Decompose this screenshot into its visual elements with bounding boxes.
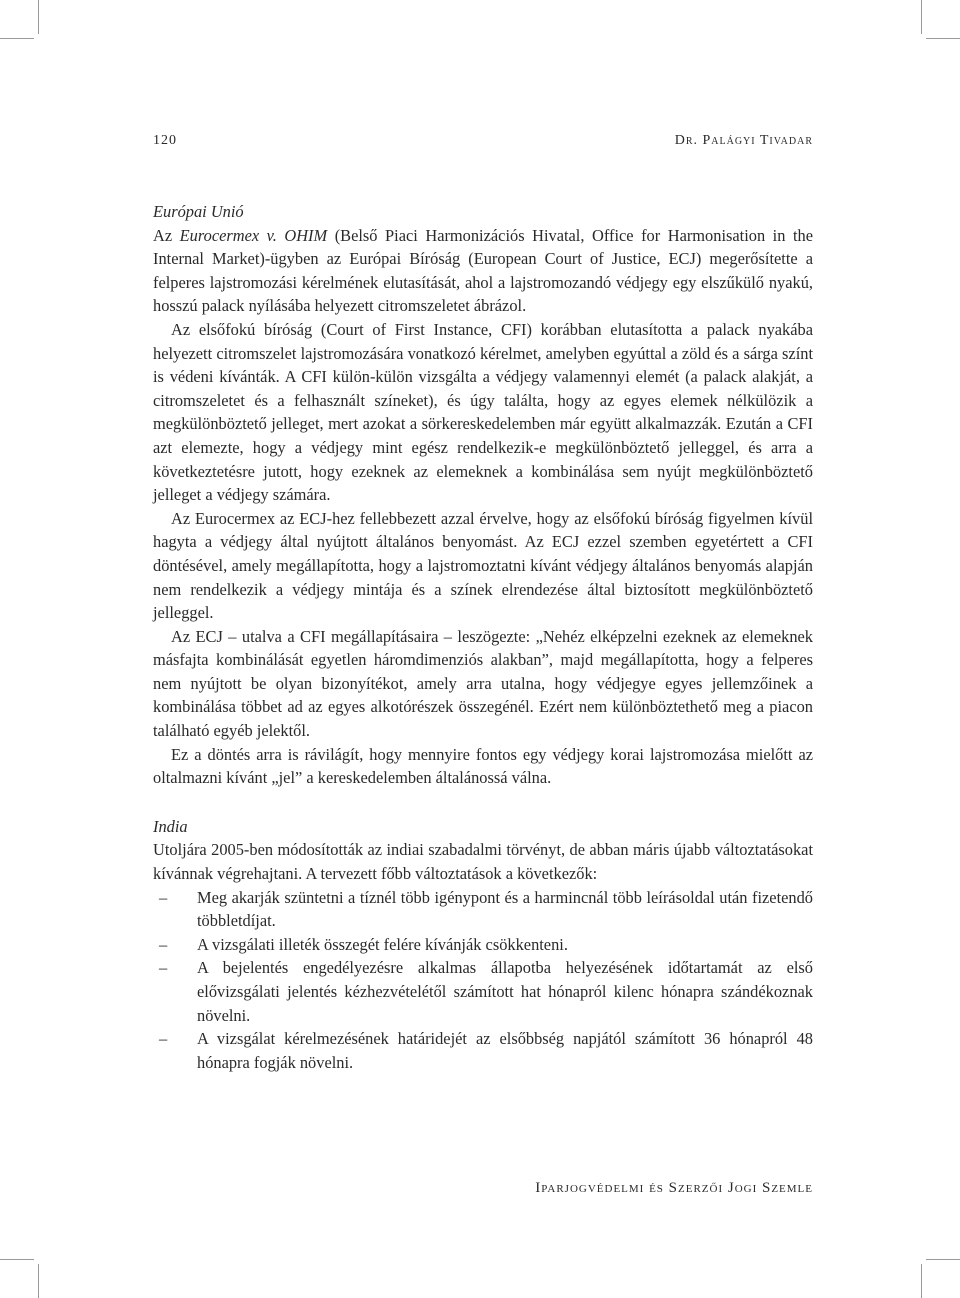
paragraph: Utoljára 2005-ben módosították az indiai szabadalmi törvényt, de abban máris újabb változtatásokat kívánnak végrehajtani. A tervezett főbb változtatások a következők: bbox=[153, 840, 813, 884]
crop-mark bbox=[926, 38, 960, 39]
author-name: Dr. Palágyi Tivadar bbox=[674, 133, 813, 148]
list-item bbox=[153, 933, 813, 957]
paragraph: Ez a döntés arra is rávilágít, hogy mennyire fontos egy védjegy korai lajstromozása mielőtt az oltalmazni kívánt „jel” a kereskedelemben általánossá válna. bbox=[153, 744, 813, 788]
crop-mark bbox=[0, 38, 34, 39]
dash-bullet: – bbox=[159, 934, 168, 954]
paragraph-text: Az bbox=[153, 225, 180, 245]
list-item-text: A vizsgálati illeték összegét felére kívánják csökkenteni. bbox=[197, 934, 568, 954]
paragraph: Az Eurocermex az ECJ-hez fellebbezett azzal érvelve, hogy az elsőfokú bíróság figyelmen kívül hagyta a védjegy által nyújtott általános benyomást. Az ECJ ezzel szemben egyetértett a CFI döntésével, amely megállapította, hogy a lajstromoztatni kívánt védjegy általános benyomás alapján nem rendelkezik a védjegy mintája és a színek elrendezése által biztosított megkülönböztető jelleggel. bbox=[153, 508, 813, 623]
paragraph: Az ECJ – utalva a CFI megállapításaira – leszögezte: „Nehéz elképzelni ezeknek az elemeknek másfajta kombinálását egyetlen háromdimenziós alakban”, majd megállapította, hogy a felperes nem nyújtott be olyan bizonyítékot, amely arra utalna, hogy védjegye egyes jellemzőinek a kombinálása többet ad az egyes alkotórészek összegénél. Ezért nem különböztethető meg a piacon található egyéb jelektől. bbox=[153, 626, 813, 741]
list-item-text: Meg akarják szüntetni a tíznél több igénypont és a harmincnál több leírásoldal után fizetendő többletdíjat. bbox=[197, 887, 813, 931]
dash-bullet: – bbox=[159, 1029, 168, 1049]
list-item-text: A bejelentés engedélyezésre alkalmas állapotba helyezésének időtartamát az első elővizsgálati jelentés kézhezvételétől számított hat hónapról kilenc hónapra szándékoznak növelni. bbox=[197, 958, 813, 1025]
list-item bbox=[153, 1027, 813, 1074]
crop-mark bbox=[38, 1264, 39, 1298]
paragraph: Az elsőfokú bíróság (Court of First Instance, CFI) korábban elutasította a palack nyakába helyezett citromszelet lajstromozására vonatkozó kérelmet, amelyben egyúttal a zöld és a sárga színt is védeni kívánták. A CFI külön-külön vizsgálta a védjegy valamennyi elemét (a palack alakját, a citromszeletet és a felhasznált színeket), és úgy találta, hogy az egyes elemek nélkülözik a megkülönböztető jelleget, mert azokat a sörkereskedelemben már együtt alkalmazzák. Ezután a CFI azt elemezte, hogy a védjegy mint egész rendelkezik-e megkülönböztető jelleggel, és arra a következtetésre jutott, hogy ezeknek az elemeknek a kombinálása sem nyújt megkülönböztető jelleget a védjegy számára. bbox=[153, 319, 813, 505]
change-list bbox=[153, 886, 813, 1075]
crop-mark bbox=[921, 0, 922, 34]
crop-mark bbox=[926, 1259, 960, 1260]
page-number: 120 bbox=[153, 133, 177, 148]
dash-bullet: – bbox=[159, 958, 168, 978]
case-name: Eurocermex v. OHIM bbox=[179, 225, 328, 245]
list-item bbox=[153, 956, 813, 1027]
crop-mark bbox=[921, 1264, 922, 1298]
dash-bullet: – bbox=[159, 887, 168, 907]
paragraph bbox=[153, 224, 813, 318]
crop-mark bbox=[38, 0, 39, 34]
page-body bbox=[153, 200, 813, 1074]
journal-title: Iparjogvédelmi és Szerzői Jogi Szemle bbox=[535, 1180, 813, 1196]
list-item bbox=[153, 886, 813, 933]
crop-mark bbox=[0, 1259, 34, 1260]
list-item-text: A vizsgálat kérelmezésének határidejét az elsőbbség napjától számított 36 hónapról 48 hónapra fogják növelni. bbox=[197, 1029, 813, 1072]
section-title-eu: Európai Unió bbox=[153, 202, 244, 221]
paragraph-text: (Belső Piaci Harmonizációs Hivatal, Office for Harmonisation in the Internal Market)-ügyben az Európai Bíróság (European Court of Justice, ECJ) megerősítette a felperes lajstromozási kérelmének elutasítását, ahol a lajstromozandó védjegy egy elszűkülő nyakú, hosszú palack nyílásába helyezett citromszeletet ábrázol. bbox=[153, 225, 813, 316]
section-title-india: India bbox=[153, 816, 188, 836]
running-header bbox=[153, 133, 813, 153]
